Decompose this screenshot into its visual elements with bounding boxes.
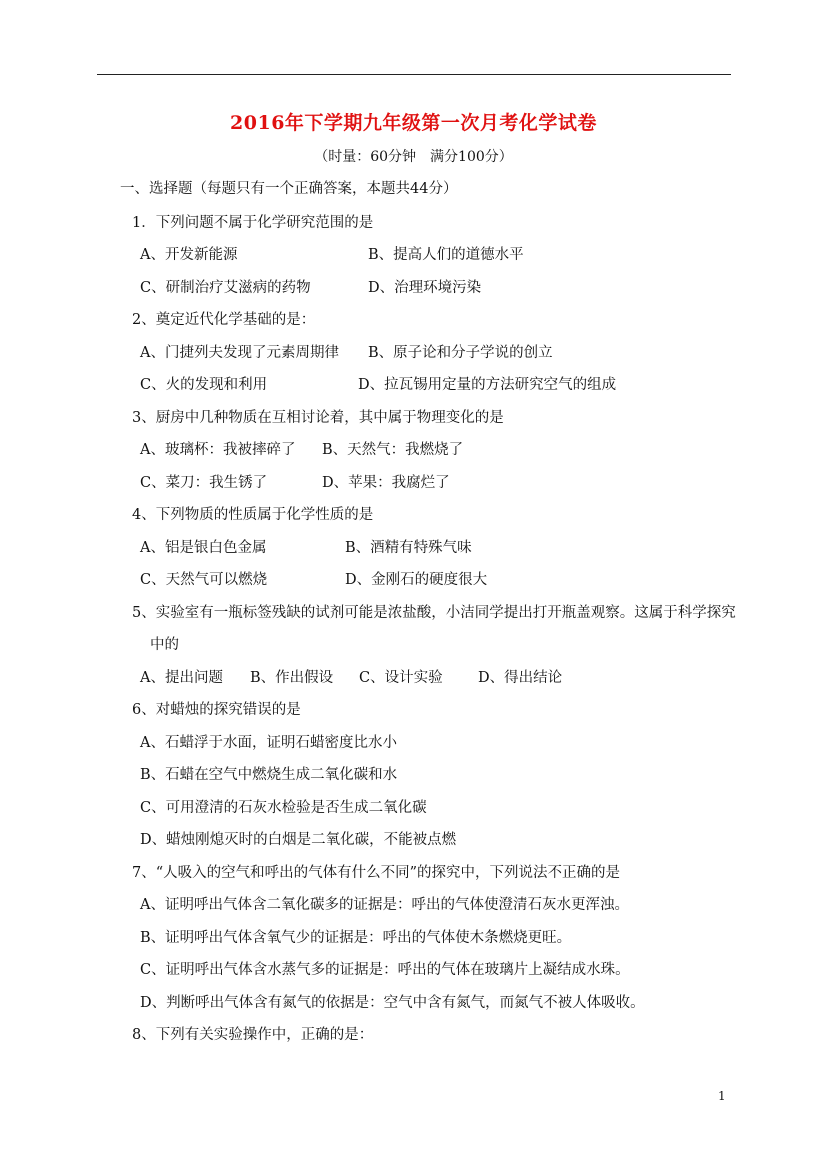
question-3-option-c: C、菜刀：我生锈了 [140, 475, 268, 491]
section-heading: 一、选择题（每题只有一个正确答案，本题共44分） [120, 181, 458, 197]
question-5-option-b: B、作出假设 [250, 670, 334, 686]
question-5-stem-continued: 中的 [150, 637, 179, 653]
question-4-option-c: C、天然气可以燃烧 [140, 572, 268, 588]
question-8-stem: 8、下列有关实验操作中，正确的是： [132, 1027, 374, 1043]
question-1-option-d: D、治理环境污染 [368, 280, 482, 296]
header-rule [97, 74, 731, 75]
question-2-option-d: D、拉瓦锡用定量的方法研究空气的组成 [358, 377, 617, 393]
question-7-option-a: A、证明呼出气体含二氧化碳多的证据是：呼出的气体使澄清石灰水更浑浊。 [140, 897, 629, 913]
question-4-stem: 4、下列物质的性质属于化学性质的是 [132, 507, 374, 523]
page-number: 1 [718, 1089, 726, 1103]
question-4-option-b: B、酒精有特殊气味 [345, 540, 472, 556]
question-3-option-d: D、苹果：我腐烂了 [322, 475, 450, 491]
question-1-option-c: C、研制治疗艾滋病的药物 [140, 280, 311, 296]
question-3-stem: 3、厨房中几种物质在互相讨论着，其中属于物理变化的是 [132, 410, 504, 426]
question-2-option-b: B、原子论和分子学说的创立 [368, 345, 553, 361]
question-1-option-a: A、开发新能源 [140, 247, 238, 263]
question-4-option-a: A、铝是银白色金属 [140, 540, 267, 556]
question-6-option-a: A、石蜡浮于水面，证明石蜡密度比水小 [140, 735, 397, 751]
question-7-option-d: D、判断呼出气体含有氮气的依据是：空气中含有氮气，而氮气不被人体吸收。 [140, 995, 645, 1011]
question-7-option-c: C、证明呼出气体含水蒸气多的证据是：呼出的气体在玻璃片上凝结成水珠。 [140, 962, 630, 978]
question-3-option-a: A、玻璃杯：我被摔碎了 [140, 442, 296, 458]
question-6-option-c: C、可用澄清的石灰水检验是否生成二氧化碳 [140, 800, 427, 816]
question-1-option-b: B、提高人们的道德水平 [368, 247, 524, 263]
question-2-option-c: C、火的发现和利用 [140, 377, 268, 393]
question-6-stem: 6、对蜡烛的探究错误的是 [132, 702, 301, 718]
question-6-option-d: D、蜡烛刚熄灭时的白烟是二氧化碳，不能被点燃 [140, 832, 457, 848]
question-2-option-a: A、门捷列夫发现了元素周期律 [140, 345, 339, 361]
question-4-option-d: D、金刚石的硬度很大 [345, 572, 488, 588]
question-5-option-d: D、得出结论 [478, 670, 563, 686]
question-7-stem: 7、“人吸入的空气和呼出的气体有什么不同”的探究中，下列说法不正确的是 [132, 865, 621, 881]
question-5-stem: 5、实验室有一瓶标签残缺的试剂可能是浓盐酸，小洁同学提出打开瓶盖观察。这属于科学探究 [132, 605, 736, 621]
question-3-option-b: B、天然气：我燃烧了 [322, 442, 464, 458]
question-1-stem: 1．下列问题不属于化学研究范围的是 [132, 215, 374, 231]
question-5-option-c: C、设计实验 [359, 670, 443, 686]
question-7-option-b: B、证明呼出气体含氧气少的证据是：呼出的气体使木条燃烧更旺。 [140, 930, 572, 946]
question-5-option-a: A、提出问题 [140, 670, 223, 686]
question-2-stem: 2、奠定近代化学基础的是： [132, 312, 316, 328]
page-title: 2016年下学期九年级第一次月考化学试卷 [230, 112, 597, 134]
question-6-option-b: B、石蜡在空气中燃烧生成二氧化碳和水 [140, 767, 398, 783]
exam-info: （时量：60分钟 满分100分） [314, 149, 513, 165]
